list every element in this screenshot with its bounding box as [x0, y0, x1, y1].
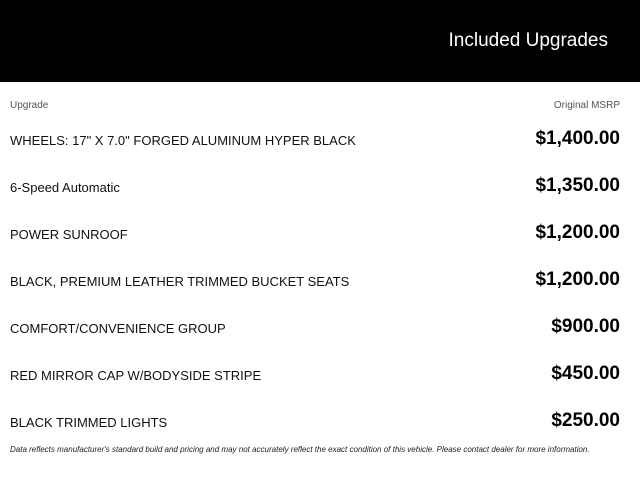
upgrades-list	[0, 116, 640, 445]
upgrade-name: BLACK, PREMIUM LEATHER TRIMMED BUCKET SEATS	[10, 274, 350, 289]
upgrade-price: $1,400.00	[535, 128, 620, 149]
upgrade-name: 6-Speed Automatic	[10, 180, 120, 195]
upgrade-price: $1,200.00	[535, 269, 620, 290]
upgrade-column-header: Upgrade	[10, 100, 49, 111]
upgrade-row	[0, 351, 640, 398]
upgrade-name: POWER SUNROOF	[10, 227, 128, 242]
header-banner	[0, 0, 640, 82]
disclaimer-text: Data reflects manufacturer's standard build and pricing and may not accurately reflect the exact condition of this vehicle. Please contact dealer for more information.	[10, 445, 590, 454]
upgrade-row	[0, 163, 640, 210]
upgrade-price: $1,200.00	[535, 222, 620, 243]
upgrade-price: $450.00	[551, 363, 620, 384]
upgrade-row	[0, 304, 640, 351]
upgrade-row	[0, 257, 640, 304]
page-title: Included Upgrades	[448, 30, 608, 51]
upgrade-name: RED MIRROR CAP W/BODYSIDE STRIPE	[10, 368, 262, 383]
upgrade-row	[0, 398, 640, 445]
upgrade-price: $250.00	[551, 410, 620, 431]
upgrade-price: $900.00	[551, 316, 620, 337]
upgrade-price: $1,350.00	[535, 175, 620, 196]
column-headers	[0, 100, 640, 114]
upgrade-name: WHEELS: 17" X 7.0" FORGED ALUMINUM HYPER BLACK	[10, 133, 356, 148]
upgrade-row	[0, 116, 640, 163]
upgrade-name: BLACK TRIMMED LIGHTS	[10, 415, 168, 430]
msrp-column-header: Original MSRP	[553, 100, 620, 111]
upgrade-name: COMFORT/CONVENIENCE GROUP	[10, 321, 226, 336]
upgrade-row	[0, 210, 640, 257]
